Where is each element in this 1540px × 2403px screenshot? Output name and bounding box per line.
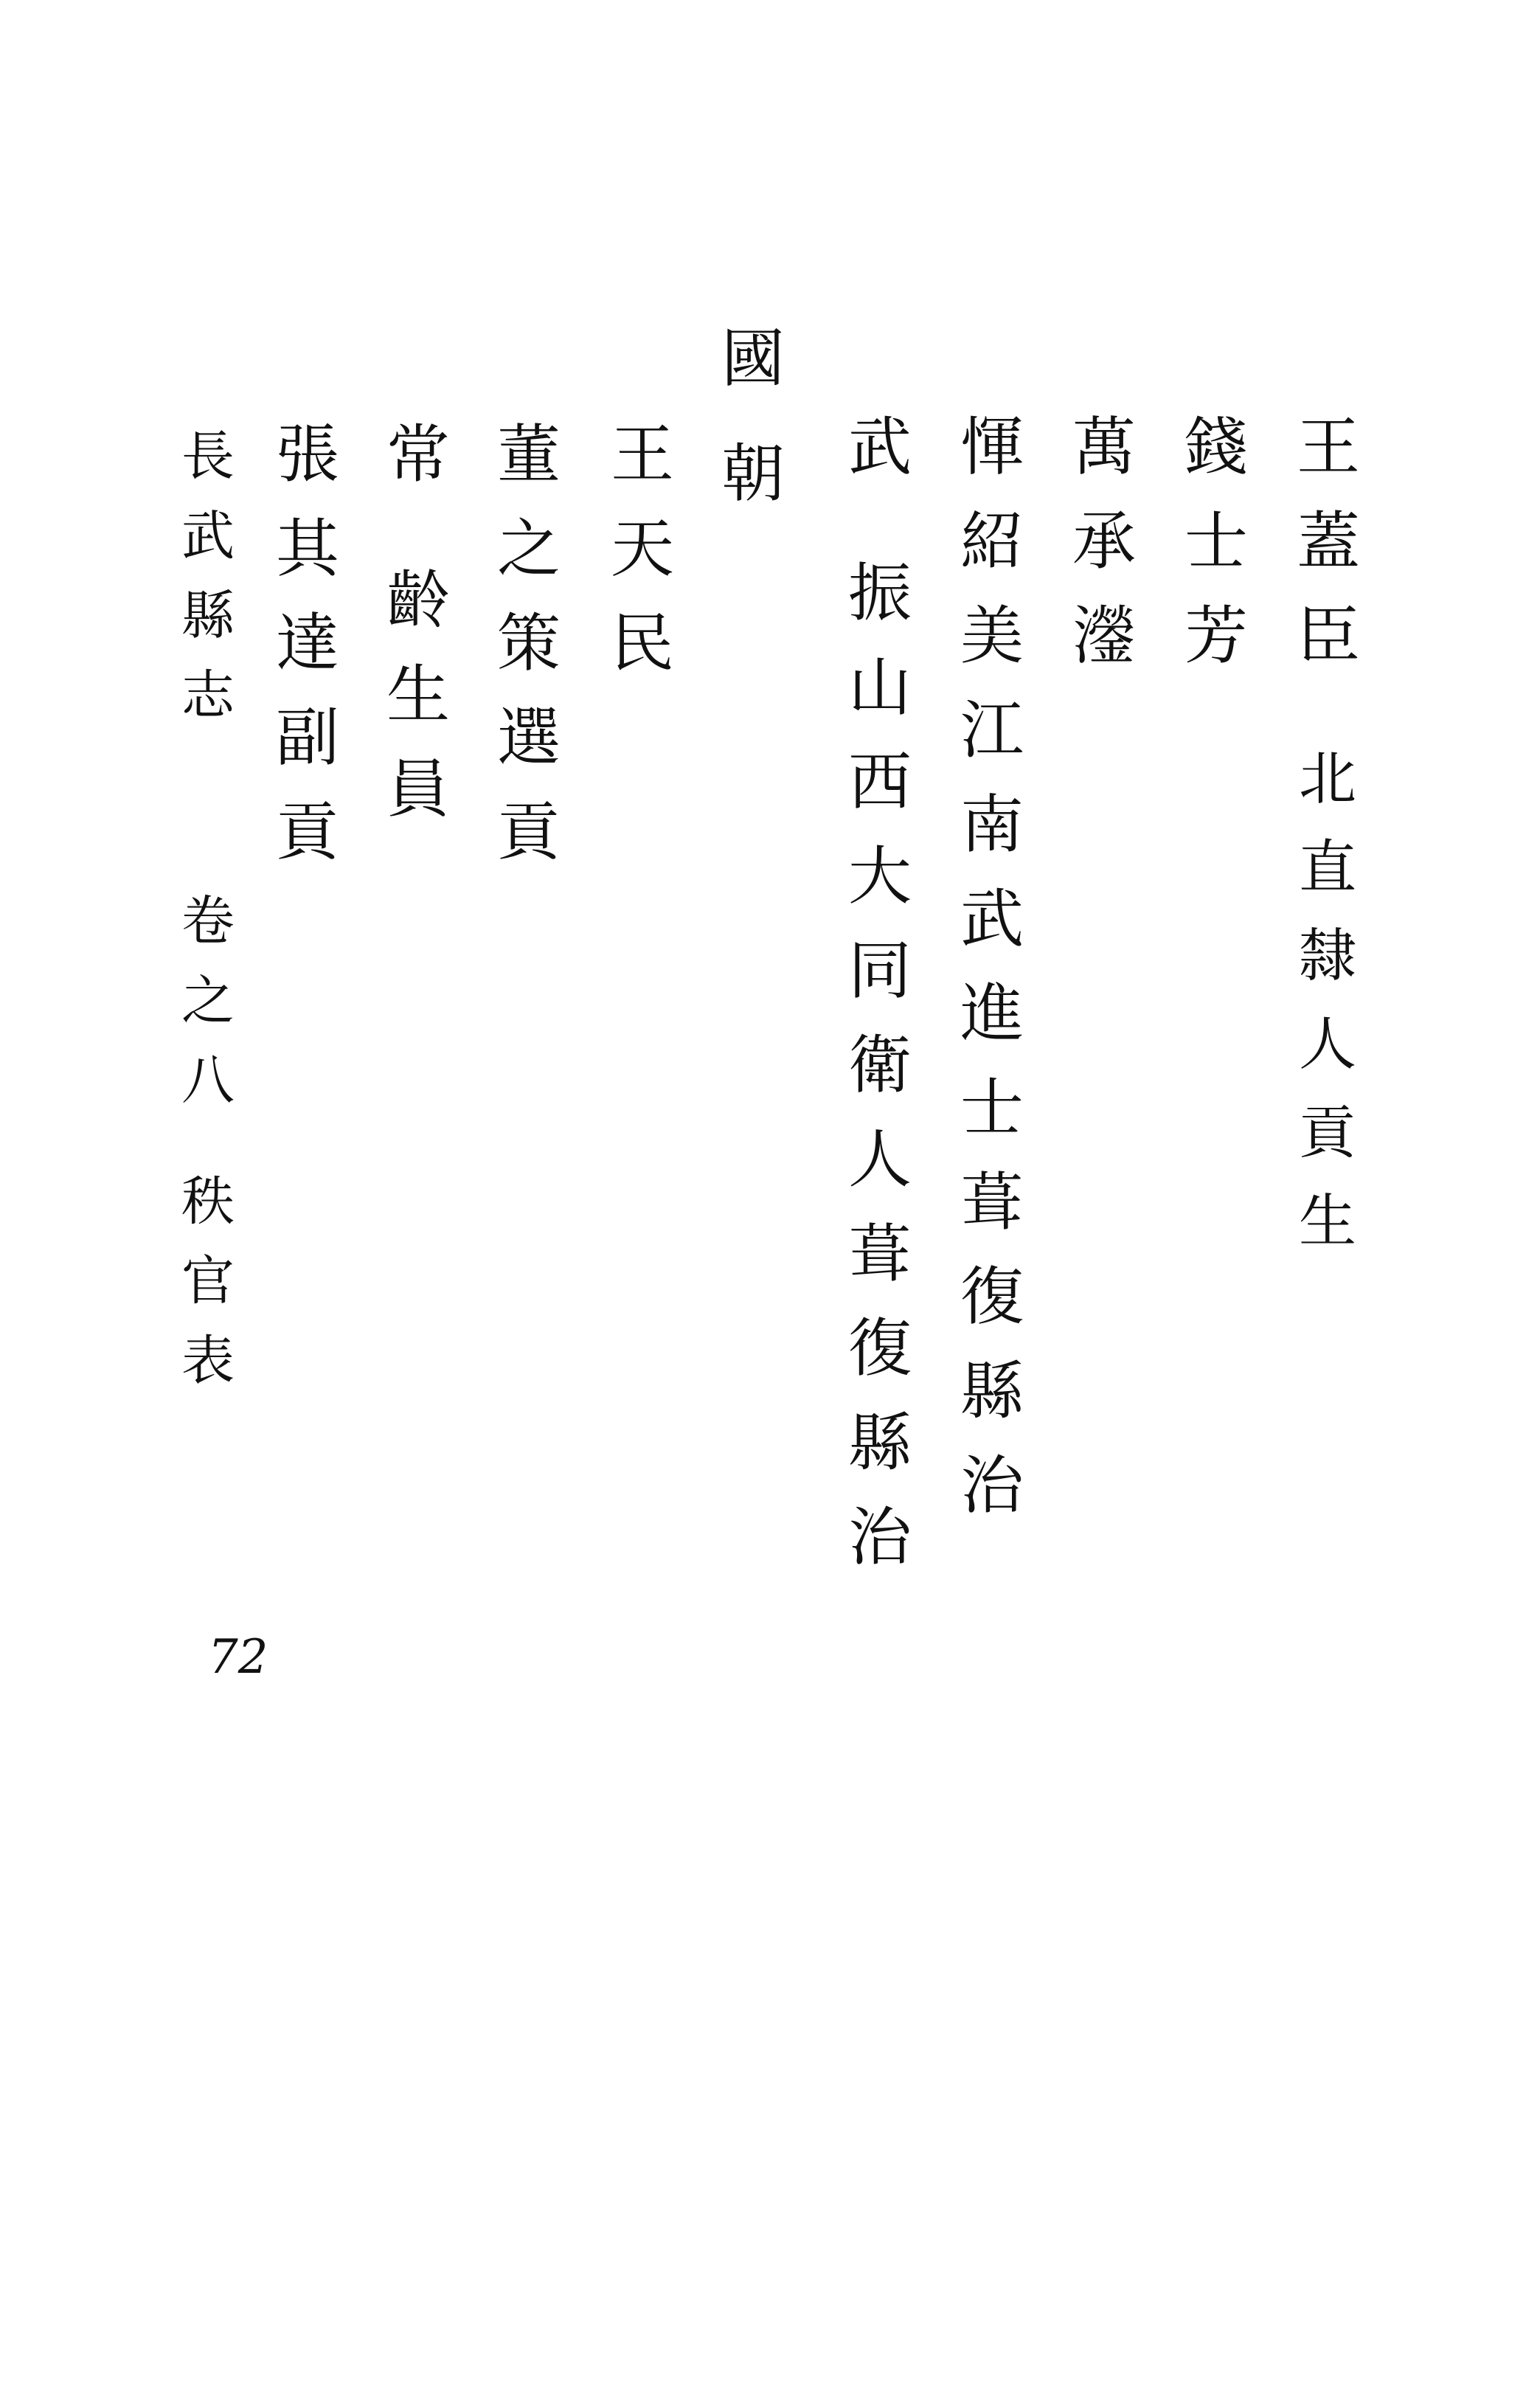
column-wang-gaichen — [1286, 413, 1359, 1279]
official-note: 選貢 — [486, 704, 560, 892]
section-label-text: 秩官表 — [173, 1173, 235, 1412]
official-note: 江南武進士葺復縣治 — [949, 696, 1023, 1546]
volume-label-text: 卷之八 — [173, 892, 235, 1131]
official-note: 副貢 — [265, 704, 339, 892]
section-label — [173, 1173, 235, 1412]
column-dong-zhice — [486, 420, 560, 892]
column-chang-ling — [375, 420, 449, 850]
official-note: 北直隸人貢生 — [1289, 748, 1356, 1279]
dynasty-heading-text: 國朝 — [710, 325, 784, 555]
official-note: 振山西大同衛人葺復縣治 — [837, 559, 911, 1598]
official-name: 張其達 — [265, 420, 339, 704]
dynasty-heading — [710, 325, 784, 555]
column-yun-shaomei — [949, 413, 1023, 1546]
official-name: 王天民 — [600, 420, 673, 704]
page-number: 72 — [208, 1630, 268, 1685]
official-note: 齡生員 — [375, 566, 449, 850]
volume-label — [173, 892, 235, 1131]
column-zhang-qida — [265, 420, 339, 892]
column-qian-shifang — [1173, 413, 1247, 696]
book-title — [173, 428, 235, 746]
book-title-text: 長武縣志 — [173, 428, 235, 746]
official-name: 惲紹美 — [949, 413, 1023, 696]
column-wu-zhen — [837, 413, 911, 1598]
official-name: 常 — [375, 420, 449, 515]
official-name: 武 — [837, 413, 911, 507]
official-name: 董之策 — [486, 420, 560, 704]
column-wan-chengying — [1061, 413, 1135, 696]
official-name: 王蓋臣 — [1286, 413, 1359, 696]
official-name: 萬承灐 — [1061, 413, 1135, 696]
official-name: 錢士芳 — [1173, 413, 1247, 696]
column-wang-tianmin — [600, 420, 673, 704]
